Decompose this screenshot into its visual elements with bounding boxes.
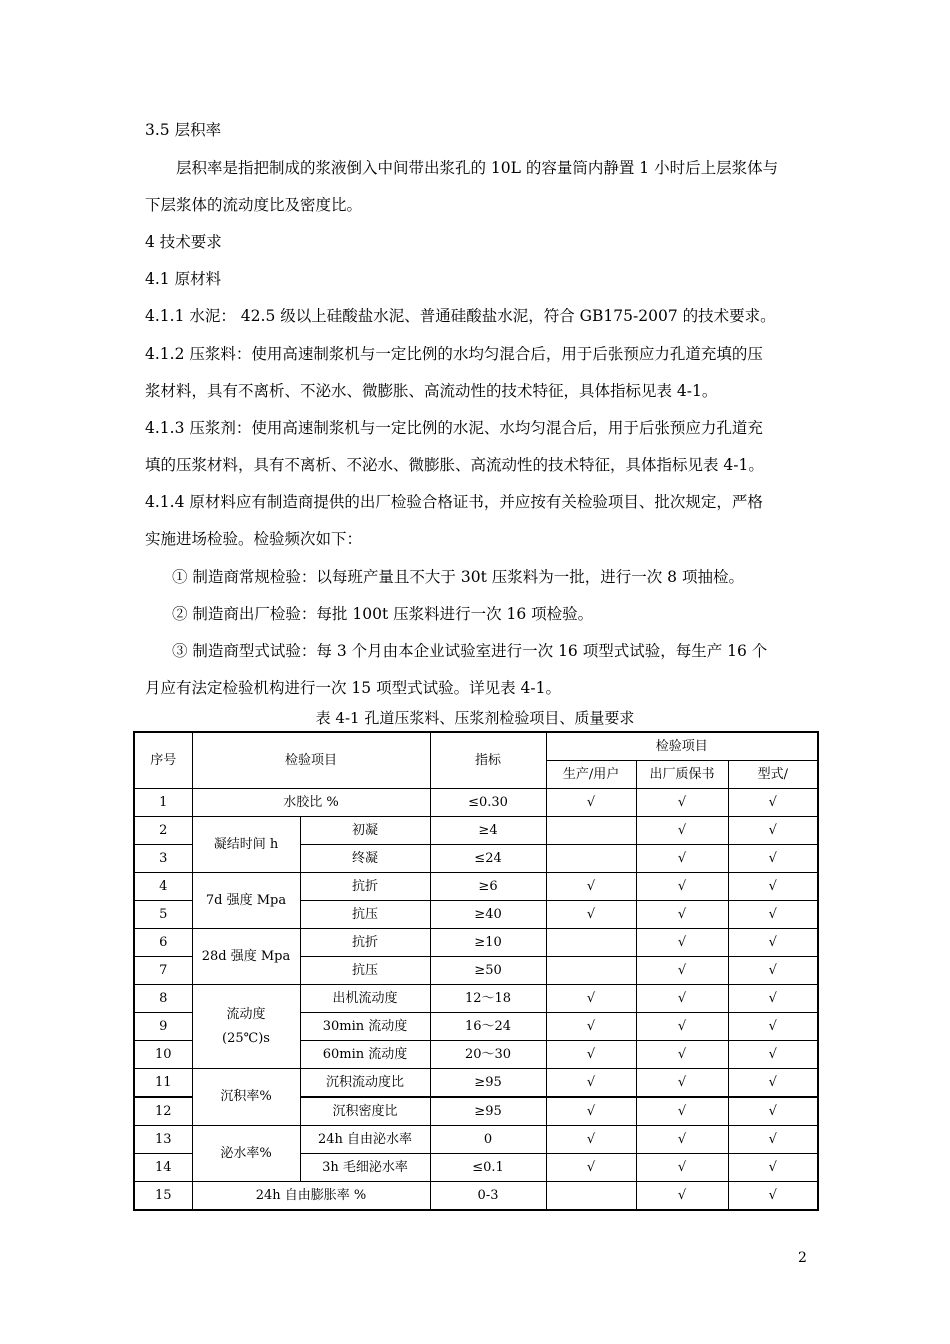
cell-user: √	[546, 1013, 636, 1041]
cell-user	[546, 845, 636, 873]
header-cert: 出厂质保书	[636, 761, 728, 789]
cell-group: 28d 强度 Mpa	[192, 929, 300, 985]
cell-user: √	[546, 985, 636, 1013]
cell-index: 16～24	[430, 1013, 546, 1041]
cell-cert: √	[636, 957, 728, 985]
section-3-5-title: 3.5 层积率	[145, 121, 222, 139]
cell-group: 沉积率%	[192, 1069, 300, 1126]
cell-index: ≤24	[430, 845, 546, 873]
para-4-1-3-b: 填的压浆材料，具有不离析、不泌水、微膨胀、高流动性的技术特征，具体指标见表 4-1。	[145, 456, 764, 474]
cell-index: ≥50	[430, 957, 546, 985]
fluidity-label: 流动度	[226, 1006, 266, 1022]
cell-sub: 抗折	[300, 873, 430, 901]
cell-seq: 12	[134, 1097, 192, 1126]
para-4-1-2-b: 浆材料，具有不离析、不泌水、微膨胀、高流动性的技术特征，具体指标见表 4-1。	[145, 382, 718, 400]
cell-seq: 8	[134, 985, 192, 1013]
cell-sub: 30min 流动度	[300, 1013, 430, 1041]
cell-user	[546, 817, 636, 845]
cell-user	[546, 1182, 636, 1211]
cell-group	[192, 985, 300, 1069]
cell-seq: 1	[134, 789, 192, 817]
header-type: 型式/	[728, 761, 818, 789]
table-row	[134, 929, 818, 957]
cell-type: √	[728, 1041, 818, 1069]
cell-seq: 11	[134, 1069, 192, 1098]
cell-cert: √	[636, 901, 728, 929]
cell-cert: √	[636, 1041, 728, 1069]
header-inspection: 检验项目	[546, 732, 818, 761]
cell-cert: √	[636, 929, 728, 957]
list-item-routine-inspection: ① 制造商常规检验：以每班产量且不大于 30t 压浆料为一批，进行一次 8 项抽检。	[172, 568, 744, 586]
cell-seq: 14	[134, 1154, 192, 1182]
para-4-1-2-a: 4.1.2 压浆料：使用高速制浆机与一定比例的水均匀混合后，用于后张预应力孔道充填的压	[145, 345, 763, 363]
page-number: 2	[798, 1250, 807, 1266]
cell-index: 0	[430, 1126, 546, 1154]
cell-type: √	[728, 929, 818, 957]
para-layer-rate-1: 层积率是指把制成的浆液倒入中间带出浆孔的 10L 的容量筒内静置 1 小时后上层浆体与	[176, 159, 779, 177]
cell-type: √	[728, 901, 818, 929]
cell-index: 12～18	[430, 985, 546, 1013]
header-item: 检验项目	[192, 732, 430, 789]
cell-user: √	[546, 873, 636, 901]
cell-seq: 4	[134, 873, 192, 901]
cell-type: √	[728, 1154, 818, 1182]
cell-index: ≥10	[430, 929, 546, 957]
cell-type: √	[728, 873, 818, 901]
cell-seq: 2	[134, 817, 192, 845]
cell-cert: √	[636, 817, 728, 845]
cell-index: 20～30	[430, 1041, 546, 1069]
table-caption: 表 4-1 孔道压浆料、压浆剂检验项目、质量要求	[315, 709, 635, 727]
cell-index: ≤0.30	[430, 789, 546, 817]
para-4-1-4-a: 4.1.4 原材料应有制造商提供的出厂检验合格证书，并应按有关检验项目、批次规定，严格	[145, 493, 763, 511]
header-user: 生产/用户	[546, 761, 636, 789]
para-4-1-3-a: 4.1.3 压浆剂：使用高速制浆机与一定比例的水泥、水均匀混合后，用于后张预应力孔道充	[145, 419, 763, 437]
cell-sub: 沉积密度比	[300, 1097, 430, 1126]
cell-cert: √	[636, 1013, 728, 1041]
cell-seq: 15	[134, 1182, 192, 1211]
cell-index: 0-3	[430, 1182, 546, 1211]
cell-user: √	[546, 789, 636, 817]
cell-user: √	[546, 1097, 636, 1126]
cell-sub: 沉积流动度比	[300, 1069, 430, 1098]
cell-user	[546, 957, 636, 985]
inspection-table	[133, 731, 819, 1211]
cell-group: 7d 强度 Mpa	[192, 873, 300, 929]
cell-index: ≥40	[430, 901, 546, 929]
cell-type: √	[728, 789, 818, 817]
cell-sub: 3h 毛细泌水率	[300, 1154, 430, 1182]
cell-user: √	[546, 901, 636, 929]
cell-index: ≥95	[430, 1097, 546, 1126]
table-row	[134, 1182, 818, 1211]
fluidity-temp: (25℃)s	[222, 1030, 270, 1046]
header-seq: 序号	[134, 732, 192, 789]
cell-sub: 初凝	[300, 817, 430, 845]
cell-sub: 抗压	[300, 957, 430, 985]
cell-index: ≥95	[430, 1069, 546, 1098]
table-row	[134, 1069, 818, 1098]
table-row	[134, 817, 818, 845]
cell-index: ≥4	[430, 817, 546, 845]
cell-type: √	[728, 817, 818, 845]
cell-sub: 60min 流动度	[300, 1041, 430, 1069]
cell-cert: √	[636, 873, 728, 901]
cell-sub: 抗折	[300, 929, 430, 957]
cell-type: √	[728, 1182, 818, 1211]
cell-seq: 6	[134, 929, 192, 957]
cell-sub: 24h 自由泌水率	[300, 1126, 430, 1154]
cell-seq: 3	[134, 845, 192, 873]
table-row	[134, 985, 818, 1013]
cell-cert: √	[636, 1126, 728, 1154]
list-item-type-test-b: 月应有法定检验机构进行一次 15 项型式试验。详见表 4-1。	[145, 679, 561, 697]
cell-type: √	[728, 1097, 818, 1126]
list-item-type-test-a: ③ 制造商型式试验：每 3 个月由本企业试验室进行一次 16 项型式试验，每生产 16 个	[172, 642, 768, 660]
section-4-1-title: 4.1 原材料	[145, 270, 222, 288]
cell-type: √	[728, 845, 818, 873]
list-item-factory-inspection: ② 制造商出厂检验：每批 100t 压浆料进行一次 16 项检验。	[172, 605, 594, 623]
para-4-1-4-b: 实施进场检验。检验频次如下：	[145, 530, 363, 548]
cell-user	[546, 929, 636, 957]
cell-seq: 5	[134, 901, 192, 929]
cell-sub: 出机流动度	[300, 985, 430, 1013]
cell-cert: √	[636, 1069, 728, 1098]
cell-group: 凝结时间 h	[192, 817, 300, 873]
table-row	[134, 789, 818, 817]
cell-user: √	[546, 1041, 636, 1069]
cell-type: √	[728, 1013, 818, 1041]
table-row	[134, 1126, 818, 1154]
cell-cert: √	[636, 845, 728, 873]
cell-type: √	[728, 1126, 818, 1154]
cell-cert: √	[636, 1097, 728, 1126]
cell-cert: √	[636, 1154, 728, 1182]
cell-cert: √	[636, 789, 728, 817]
cell-sub: 抗压	[300, 901, 430, 929]
cell-type: √	[728, 985, 818, 1013]
cell-type: √	[728, 957, 818, 985]
section-4-title: 4 技术要求	[145, 233, 222, 251]
cell-item: 水胶比 %	[192, 789, 430, 817]
header-index: 指标	[430, 732, 546, 789]
cell-index: ≤0.1	[430, 1154, 546, 1182]
cell-sub: 终凝	[300, 845, 430, 873]
cell-cert: √	[636, 985, 728, 1013]
table-row	[134, 873, 818, 901]
cell-user: √	[546, 1154, 636, 1182]
cell-user: √	[546, 1126, 636, 1154]
cell-cert: √	[636, 1182, 728, 1211]
cell-seq: 9	[134, 1013, 192, 1041]
cell-group: 泌水率%	[192, 1126, 300, 1182]
cell-user: √	[546, 1069, 636, 1098]
table-header-row	[134, 732, 818, 761]
cell-seq: 10	[134, 1041, 192, 1069]
cell-seq: 7	[134, 957, 192, 985]
cell-type: √	[728, 1069, 818, 1098]
para-layer-rate-2: 下层浆体的流动度比及密度比。	[145, 196, 363, 214]
cell-seq: 13	[134, 1126, 192, 1154]
para-4-1-1: 4.1.1 水泥： 42.5 级以上硅酸盐水泥、普通硅酸盐水泥，符合 GB175-2007 的技术要求。	[145, 307, 776, 325]
cell-index: ≥6	[430, 873, 546, 901]
cell-item: 24h 自由膨胀率 %	[192, 1182, 430, 1211]
